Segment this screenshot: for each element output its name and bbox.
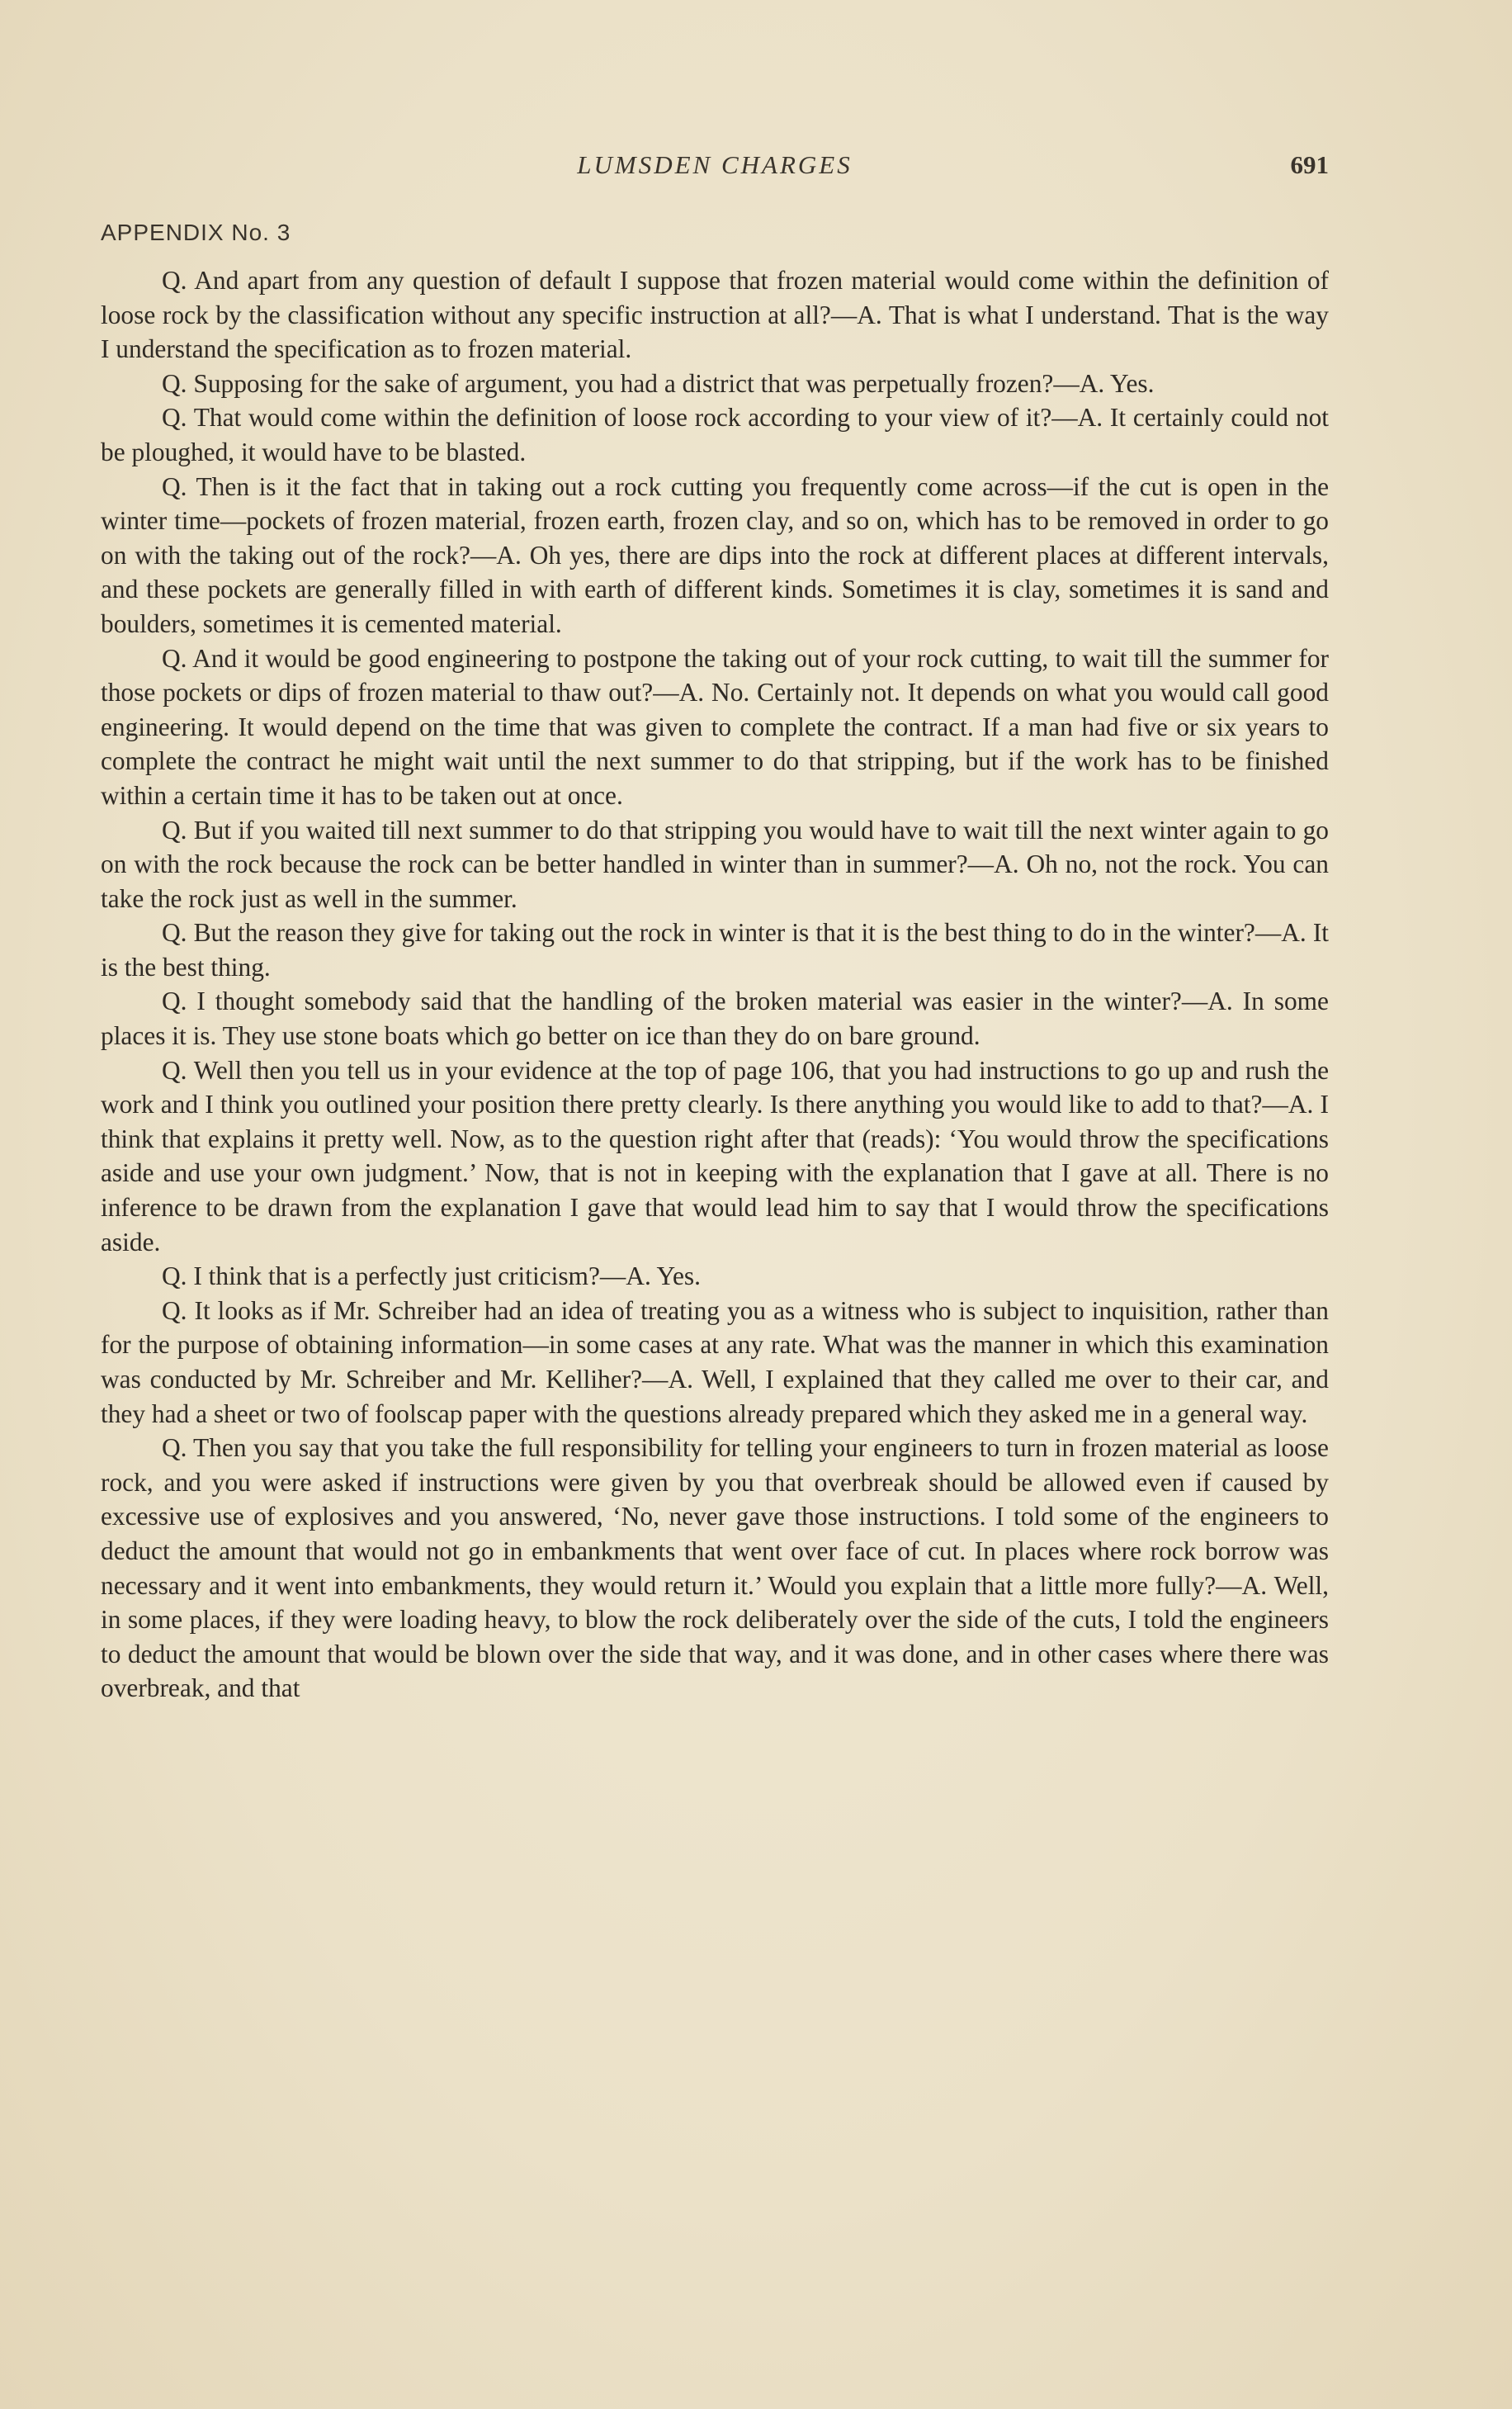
paragraph: Q. But the reason they give for taking out the rock in winter is that it is the best thing to do in the winter?—A. It is the best thing. [101, 918, 1329, 982]
paragraph: Q. Well then you tell us in your evidence at the top of page 106, that you had instructions to go up and rush the work and I think you outlined your position there pretty clearly. Is there anything you would like to add to that?—A. I think that explains it pretty well. Now, as to the question right after that (reads): ‘You would throw the specifications aside and use your own judgment.’ Now, that is not in keeping with the explanation that I gave at all. There is no inference to be drawn from the explanation I gave that would lead him to say that I would throw the specifications aside. [101, 1055, 1329, 1257]
body-text [101, 263, 1329, 1706]
paragraph: Q. Then you say that you take the full responsibility for telling your engineers to turn in frozen material as loose rock, and you were asked if instructions were given by you that overbreak should be allowed even if caused by excessive use of explosives and you answered, ‘No, never gave those instructions. I told some of the engineers to deduct the amount that would not go in embankments that went over face of cut. In places where rock borrow was necessary and it went into embankments, they would return it.’ Would you explain that a little more fully?—A. Well, in some places, if they were loading heavy, to blow the rock deliberately over the side of the cuts, I told the engineers to deduct the amount that would be blown over the side that way, and it was done, and in other cases where there was overbreak, and that [101, 1433, 1329, 1703]
paragraph: Q. Supposing for the sake of argument, you had a district that was perpetually frozen?—A. Yes. [162, 368, 1155, 398]
paragraph: Q. I think that is a perfectly just criticism?—A. Yes. [162, 1261, 701, 1291]
paragraph: Q. And it would be good engineering to postpone the taking out of your rock cutting, to wait till the summer for those pockets or dips of frozen material to thaw out?—A. No. Certainly not. It depends on what you would call good engineering. It would depend on the time that was given to complete the contract. If a man had five or six years to complete the contract he might wait until the next summer to do that stripping, but if the work has to be finished within a certain time it has to be taken out at once. [101, 643, 1329, 810]
running-head [101, 150, 1329, 192]
paragraph: Q. Then is it the fact that in taking out a rock cutting you frequently come across—if the cut is open in the winter time—pockets of frozen material, frozen earth, frozen clay, and so on, which has to be removed in order to go on with the taking out of the rock?—A. Oh yes, there are dips into the rock at different places at different intervals, and these pockets are generally filled in with earth of different kinds. Sometimes it is clay, sometimes it is sand and boulders, sometimes it is cemented material. [101, 471, 1329, 638]
paragraph: Q. And apart from any question of default I suppose that frozen material would come within the definition of loose rock by the classification without any specific instruction at all?—A. That is what I understand. That is the way I understand the specification as to frozen material. [101, 266, 1329, 364]
page-number: 691 [1290, 150, 1329, 179]
paragraph: Q. It looks as if Mr. Schreiber had an idea of treating you as a witness who is subject to inquisition, rather than for the purpose of obtaining information—in some cases at any rate. What was the manner in which this examination was conducted by Mr. Schreiber and Mr. Kelliher?—A. Well, I explained that they called me over to their car, and they had a sheet or two of foolscap paper with the questions already prepared which they asked me in a general way. [101, 1295, 1329, 1428]
paragraph: Q. But if you waited till next summer to do that stripping you would have to wait till the next winter again to go on with the rock because the rock can be better handled in winter than in summer?—A. Oh no, not the rock. You can take the rock just as well in the summer. [101, 815, 1329, 913]
paragraph: Q. That would come within the definition of loose rock according to your view of it?—A. It certainly could not be ploughed, it would have to be blasted. [101, 403, 1329, 466]
running-title: LUMSDEN CHARGES [577, 150, 853, 179]
paragraph: Q. I thought somebody said that the handling of the broken material was easier in the winter?—A. In some places it is. They use stone boats which go better on ice than they do on bare ground. [101, 987, 1329, 1051]
appendix-label: APPENDIX No. 3 [101, 220, 291, 245]
